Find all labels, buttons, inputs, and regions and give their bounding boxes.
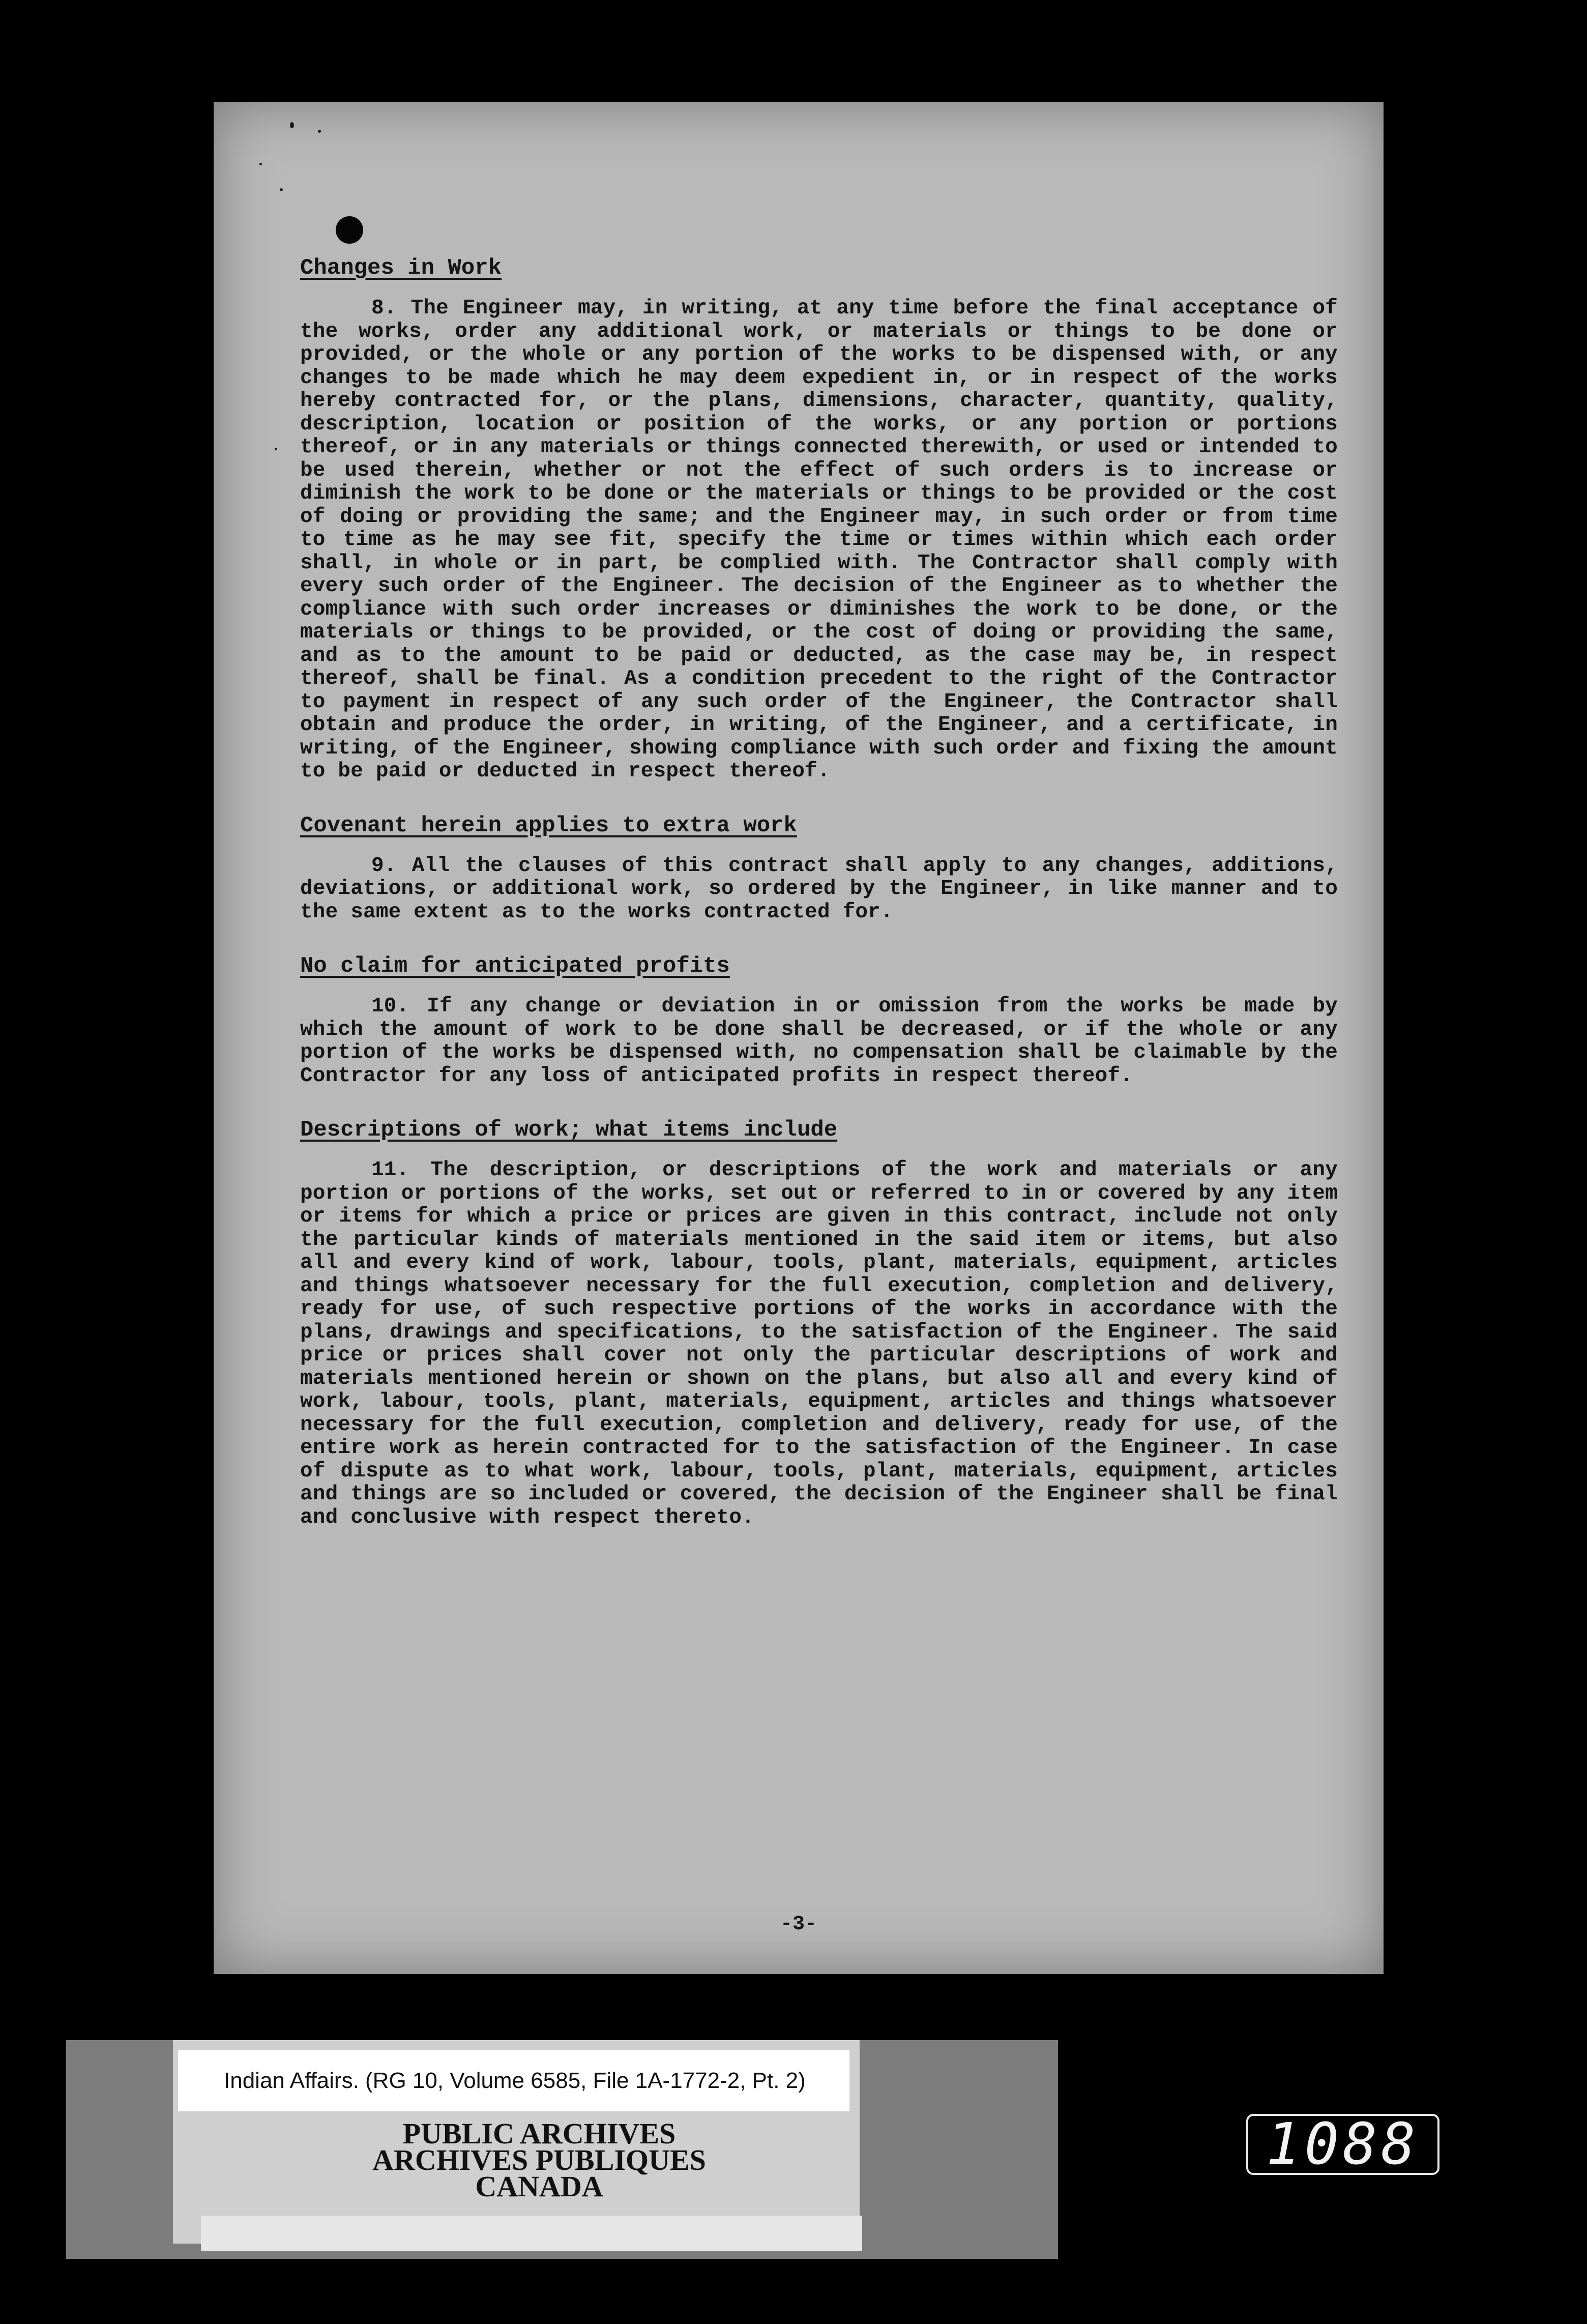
- archive-citation: Indian Affairs. (RG 10, Volume 6585, File 1A-1772-2, Pt. 2): [224, 2068, 806, 2093]
- clause-10: 10. If any change or deviation in or omission from the works be made by which the amount of work to be done shall be decreased, or if the whole or any portion of the works be dispensed with, no compensation shall be claimable by the Contractor for any loss of anticipated profits in respect thereof.: [300, 995, 1338, 1088]
- contract-text: [300, 254, 1338, 1529]
- dust-speck: [275, 448, 277, 450]
- archives-stamp: [285, 2117, 794, 2203]
- page-number: -3-: [780, 1913, 817, 1936]
- document-page: [214, 102, 1384, 1974]
- clause-9: 9. All the clauses of this contract shall apply to any changes, additions, deviations, or additional work, so ordered by the Engineer, in like manner and to the same extent as to the works contracted for.: [300, 854, 1338, 924]
- dust-speck: [318, 130, 321, 133]
- dust-speck: [259, 163, 262, 165]
- frame-number: 1088: [1246, 2114, 1439, 2175]
- section-heading-descriptions-of-work: Descriptions of work; what items include: [300, 1117, 838, 1143]
- archives-line-2: ARCHIVES PUBLIQUES: [372, 2143, 706, 2176]
- label-bottom-strip: [201, 2216, 862, 2251]
- section-heading-changes-in-work: Changes in Work: [300, 255, 502, 281]
- binder-hole: [336, 216, 363, 244]
- archives-line-3: CANADA: [475, 2170, 603, 2203]
- citation-box: [178, 2050, 849, 2111]
- clause-11: 11. The description, or descriptions of the work and materials or any portion or portions of the works, set out or referred to in or covered by any item or items for which a price or prices are given in this contract, include not only the particular kinds of materials mentioned in the said item or items, but also all and every kind of work, labour, tools, plant, materials, equipment, articles and things whatsoever necessary for the full execution, completion and delivery, ready for use, of such respective portions of the works in accordance with the plans, drawings and specifications, to the satisfaction of the Engineer. The said price or prices shall cover not only the particular descriptions of work and materials mentioned herein or shown on the plans, but also all and every kind of work, labour, tools, plant, materials, equipment, articles and things whatsoever necessary for the full execution, completion and delivery, ready for use, of the entire work as herein contracted for to the satisfaction of the Engineer. In case of dispute as to what work, labour, tools, plant, materials, equipment, articles and things are so included or covered, the decision of the Engineer shall be final and conclusive with respect thereto.: [300, 1158, 1338, 1529]
- clause-8: 8. The Engineer may, in writing, at any time before the final acceptance of the works, order any additional work, or materials or things to be done or provided, or the whole or any portion of the works to be dispensed with, or any changes to be made which he may deem expedient in, or in respect of the works hereby contracted for, or the plans, dimensions, character, quantity, quality, description, location or position of the works, or any portion or portions thereof, or in any materials or things connected therewith, or used or intended to be used therein, whether or not the effect of such orders is to increase or diminish the work to be done or the materials or things to be provided or the cost of doing or providing the same; and the Engineer may, in such order or from time to time as he may see fit, specify the time or times within which each order shall, in whole or in part, be complied with. The Contractor shall comply with every such order of the Engineer. The decision of the Engineer as to whether the compliance with such order increases or diminishes the work to be done, or the materials or things to be provided, or the cost of doing or providing the same, and as to the amount to be paid or deducted, as the case may be, in respect thereof, shall be final. As a condition precedent to the right of the Contractor to payment in respect of any such order of the Engineer, the Contractor shall obtain and produce the order, in writing, of the Engineer, and a certificate, in writing, of the Engineer, showing compliance with such order and fixing the amount to be paid or deducted in respect thereof.: [300, 297, 1338, 783]
- section-heading-anticipated-profits: No claim for anticipated profits: [300, 953, 730, 979]
- archives-line-1: PUBLIC ARCHIVES: [402, 2117, 676, 2150]
- dust-speck: [280, 188, 283, 191]
- section-heading-extra-work: Covenant herein applies to extra work: [300, 812, 797, 838]
- dust-speck: [290, 122, 294, 128]
